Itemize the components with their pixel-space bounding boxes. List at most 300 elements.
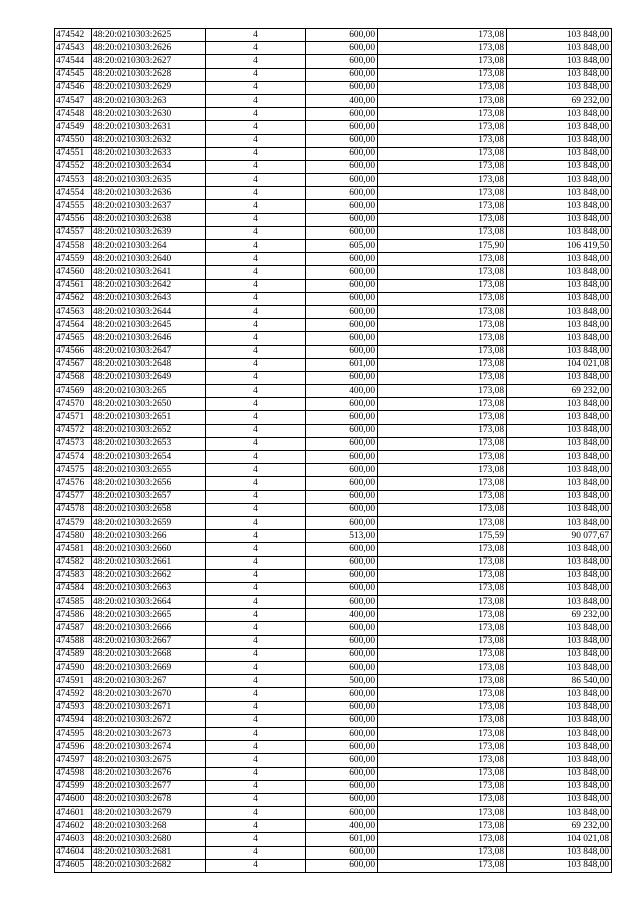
unit-price-cell: 173,08 <box>378 332 507 345</box>
category-cell: 4 <box>206 81 306 94</box>
cadastral-number-cell: 48:20:0210303:2678 <box>92 793 206 806</box>
total-value-cell: 103 848,00 <box>507 569 612 582</box>
total-value-cell: 103 848,00 <box>507 200 612 213</box>
table-row <box>55 516 612 529</box>
area-cell: 600,00 <box>306 253 378 266</box>
row-id-cell: 474598 <box>55 767 92 780</box>
total-value-cell: 103 848,00 <box>507 688 612 701</box>
table-row <box>55 464 612 477</box>
unit-price-cell: 173,08 <box>378 569 507 582</box>
row-id-cell: 474586 <box>55 609 92 622</box>
category-cell: 4 <box>206 94 306 107</box>
total-value-cell: 103 848,00 <box>507 134 612 147</box>
cadastral-number-cell: 48:20:0210303:2625 <box>92 29 206 42</box>
row-id-cell: 474573 <box>55 437 92 450</box>
row-id-cell: 474601 <box>55 807 92 820</box>
area-cell: 600,00 <box>306 411 378 424</box>
cadastral-number-cell: 48:20:0210303:2669 <box>92 662 206 675</box>
area-cell: 600,00 <box>306 345 378 358</box>
unit-price-cell: 173,08 <box>378 160 507 173</box>
row-id-cell: 474589 <box>55 648 92 661</box>
table-row <box>55 371 612 384</box>
table-row <box>55 688 612 701</box>
unit-price-cell: 173,08 <box>378 609 507 622</box>
category-cell: 4 <box>206 371 306 384</box>
table-row <box>55 319 612 332</box>
total-value-cell: 103 848,00 <box>507 648 612 661</box>
table-row <box>55 134 612 147</box>
row-id-cell: 474578 <box>55 503 92 516</box>
area-cell: 600,00 <box>306 648 378 661</box>
category-cell: 4 <box>206 767 306 780</box>
table-row <box>55 160 612 173</box>
total-value-cell: 103 848,00 <box>507 55 612 68</box>
area-cell: 600,00 <box>306 662 378 675</box>
table-row <box>55 662 612 675</box>
cadastral-number-cell: 48:20:0210303:2630 <box>92 108 206 121</box>
unit-price-cell: 173,08 <box>378 516 507 529</box>
total-value-cell: 103 848,00 <box>507 622 612 635</box>
unit-price-cell: 173,08 <box>378 279 507 292</box>
total-value-cell: 103 848,00 <box>507 701 612 714</box>
category-cell: 4 <box>206 226 306 239</box>
table-body <box>55 29 612 873</box>
row-id-cell: 474576 <box>55 477 92 490</box>
cadastral-number-cell: 48:20:0210303:2636 <box>92 187 206 200</box>
area-cell: 600,00 <box>306 516 378 529</box>
cadastral-number-cell: 48:20:0210303:2655 <box>92 464 206 477</box>
category-cell: 4 <box>206 279 306 292</box>
area-cell: 600,00 <box>306 437 378 450</box>
unit-price-cell: 173,08 <box>378 226 507 239</box>
total-value-cell: 103 848,00 <box>507 727 612 740</box>
total-value-cell: 103 848,00 <box>507 68 612 81</box>
unit-price-cell: 173,08 <box>378 662 507 675</box>
area-cell: 400,00 <box>306 94 378 107</box>
total-value-cell: 90 077,67 <box>507 530 612 543</box>
row-id-cell: 474591 <box>55 675 92 688</box>
category-cell: 4 <box>206 556 306 569</box>
table-row <box>55 859 612 872</box>
row-id-cell: 474602 <box>55 820 92 833</box>
unit-price-cell: 175,90 <box>378 240 507 253</box>
table-row <box>55 81 612 94</box>
unit-price-cell: 173,08 <box>378 437 507 450</box>
table-row <box>55 68 612 81</box>
table-row <box>55 820 612 833</box>
category-cell: 4 <box>206 609 306 622</box>
total-value-cell: 103 848,00 <box>507 582 612 595</box>
cadastral-number-cell: 48:20:0210303:2660 <box>92 543 206 556</box>
row-id-cell: 474549 <box>55 121 92 134</box>
unit-price-cell: 173,08 <box>378 859 507 872</box>
cadastral-number-cell: 48:20:0210303:2665 <box>92 609 206 622</box>
area-cell: 600,00 <box>306 187 378 200</box>
row-id-cell: 474584 <box>55 582 92 595</box>
table-row <box>55 451 612 464</box>
unit-price-cell: 173,08 <box>378 503 507 516</box>
cadastral-number-cell: 48:20:0210303:264 <box>92 240 206 253</box>
cadastral-number-cell: 48:20:0210303:268 <box>92 820 206 833</box>
unit-price-cell: 173,08 <box>378 319 507 332</box>
table-row <box>55 609 612 622</box>
area-cell: 600,00 <box>306 582 378 595</box>
cadastral-number-cell: 48:20:0210303:2651 <box>92 411 206 424</box>
table-row <box>55 833 612 846</box>
table-row <box>55 490 612 503</box>
unit-price-cell: 173,08 <box>378 253 507 266</box>
unit-price-cell: 173,08 <box>378 635 507 648</box>
cadastral-number-cell: 48:20:0210303:2637 <box>92 200 206 213</box>
category-cell: 4 <box>206 345 306 358</box>
category-cell: 4 <box>206 134 306 147</box>
total-value-cell: 103 848,00 <box>507 516 612 529</box>
unit-price-cell: 173,08 <box>378 820 507 833</box>
area-cell: 600,00 <box>306 780 378 793</box>
total-value-cell: 103 848,00 <box>507 846 612 859</box>
area-cell: 600,00 <box>306 793 378 806</box>
row-id-cell: 474579 <box>55 516 92 529</box>
cadastral-number-cell: 48:20:0210303:267 <box>92 675 206 688</box>
cadastral-number-cell: 48:20:0210303:2671 <box>92 701 206 714</box>
table-row <box>55 108 612 121</box>
category-cell: 4 <box>206 530 306 543</box>
unit-price-cell: 173,08 <box>378 754 507 767</box>
total-value-cell: 103 848,00 <box>507 437 612 450</box>
category-cell: 4 <box>206 859 306 872</box>
total-value-cell: 103 848,00 <box>507 793 612 806</box>
area-cell: 600,00 <box>306 859 378 872</box>
unit-price-cell: 173,08 <box>378 556 507 569</box>
total-value-cell: 103 848,00 <box>507 411 612 424</box>
category-cell: 4 <box>206 543 306 556</box>
cadastral-number-cell: 48:20:0210303:2652 <box>92 424 206 437</box>
category-cell: 4 <box>206 451 306 464</box>
total-value-cell: 103 848,00 <box>507 477 612 490</box>
unit-price-cell: 173,08 <box>378 266 507 279</box>
total-value-cell: 103 848,00 <box>507 345 612 358</box>
cadastral-number-cell: 48:20:0210303:2642 <box>92 279 206 292</box>
total-value-cell: 103 848,00 <box>507 451 612 464</box>
cadastral-number-cell: 48:20:0210303:2645 <box>92 319 206 332</box>
cadastral-number-cell: 48:20:0210303:2628 <box>92 68 206 81</box>
unit-price-cell: 173,08 <box>378 147 507 160</box>
table-row <box>55 477 612 490</box>
area-cell: 600,00 <box>306 398 378 411</box>
unit-price-cell: 175,59 <box>378 530 507 543</box>
cadastral-number-cell: 48:20:0210303:2631 <box>92 121 206 134</box>
category-cell: 4 <box>206 292 306 305</box>
unit-price-cell: 173,08 <box>378 780 507 793</box>
total-value-cell: 106 419,50 <box>507 240 612 253</box>
area-cell: 600,00 <box>306 543 378 556</box>
category-cell: 4 <box>206 741 306 754</box>
total-value-cell: 103 848,00 <box>507 174 612 187</box>
total-value-cell: 103 848,00 <box>507 464 612 477</box>
total-value-cell: 69 232,00 <box>507 94 612 107</box>
table-row <box>55 648 612 661</box>
category-cell: 4 <box>206 477 306 490</box>
area-cell: 600,00 <box>306 754 378 767</box>
cadastral-number-cell: 48:20:0210303:2659 <box>92 516 206 529</box>
area-cell: 600,00 <box>306 807 378 820</box>
total-value-cell: 103 848,00 <box>507 279 612 292</box>
table-row <box>55 279 612 292</box>
area-cell: 600,00 <box>306 371 378 384</box>
table-row <box>55 569 612 582</box>
row-id-cell: 474559 <box>55 253 92 266</box>
category-cell: 4 <box>206 516 306 529</box>
cadastral-number-cell: 48:20:0210303:263 <box>92 94 206 107</box>
cadastral-number-cell: 48:20:0210303:2664 <box>92 596 206 609</box>
unit-price-cell: 173,08 <box>378 701 507 714</box>
table-row <box>55 42 612 55</box>
unit-price-cell: 173,08 <box>378 675 507 688</box>
table-row <box>55 793 612 806</box>
unit-price-cell: 173,08 <box>378 688 507 701</box>
cadastral-number-cell: 48:20:0210303:266 <box>92 530 206 543</box>
total-value-cell: 103 848,00 <box>507 292 612 305</box>
row-id-cell: 474572 <box>55 424 92 437</box>
area-cell: 600,00 <box>306 688 378 701</box>
row-id-cell: 474571 <box>55 411 92 424</box>
unit-price-cell: 173,08 <box>378 94 507 107</box>
area-cell: 600,00 <box>306 200 378 213</box>
row-id-cell: 474545 <box>55 68 92 81</box>
cadastral-number-cell: 48:20:0210303:2629 <box>92 81 206 94</box>
row-id-cell: 474551 <box>55 147 92 160</box>
table-row <box>55 187 612 200</box>
unit-price-cell: 173,08 <box>378 464 507 477</box>
area-cell: 601,00 <box>306 833 378 846</box>
total-value-cell: 103 848,00 <box>507 596 612 609</box>
area-cell: 600,00 <box>306 622 378 635</box>
total-value-cell: 103 848,00 <box>507 226 612 239</box>
category-cell: 4 <box>206 582 306 595</box>
cadastral-number-cell: 48:20:0210303:2677 <box>92 780 206 793</box>
table-row <box>55 741 612 754</box>
area-cell: 600,00 <box>306 292 378 305</box>
category-cell: 4 <box>206 174 306 187</box>
cadastral-number-cell: 48:20:0210303:2663 <box>92 582 206 595</box>
cadastral-number-cell: 48:20:0210303:2662 <box>92 569 206 582</box>
table-row <box>55 582 612 595</box>
table-row <box>55 240 612 253</box>
area-cell: 600,00 <box>306 42 378 55</box>
table-row <box>55 780 612 793</box>
cadastral-number-cell: 48:20:0210303:2644 <box>92 305 206 318</box>
unit-price-cell: 173,08 <box>378 29 507 42</box>
total-value-cell: 103 848,00 <box>507 635 612 648</box>
row-id-cell: 474580 <box>55 530 92 543</box>
row-id-cell: 474546 <box>55 81 92 94</box>
category-cell: 4 <box>206 846 306 859</box>
row-id-cell: 474557 <box>55 226 92 239</box>
total-value-cell: 103 848,00 <box>507 754 612 767</box>
row-id-cell: 474583 <box>55 569 92 582</box>
unit-price-cell: 173,08 <box>378 596 507 609</box>
table-row <box>55 530 612 543</box>
area-cell: 601,00 <box>306 358 378 371</box>
row-id-cell: 474603 <box>55 833 92 846</box>
unit-price-cell: 173,08 <box>378 134 507 147</box>
total-value-cell: 103 848,00 <box>507 741 612 754</box>
unit-price-cell: 173,08 <box>378 846 507 859</box>
category-cell: 4 <box>206 569 306 582</box>
area-cell: 600,00 <box>306 569 378 582</box>
row-id-cell: 474605 <box>55 859 92 872</box>
table-row <box>55 556 612 569</box>
row-id-cell: 474588 <box>55 635 92 648</box>
cadastral-number-cell: 48:20:0210303:2654 <box>92 451 206 464</box>
total-value-cell: 103 848,00 <box>507 121 612 134</box>
table-row <box>55 635 612 648</box>
area-cell: 500,00 <box>306 675 378 688</box>
category-cell: 4 <box>206 820 306 833</box>
cadastral-number-cell: 48:20:0210303:2680 <box>92 833 206 846</box>
category-cell: 4 <box>206 253 306 266</box>
table-row <box>55 213 612 226</box>
row-id-cell: 474600 <box>55 793 92 806</box>
category-cell: 4 <box>206 266 306 279</box>
unit-price-cell: 173,08 <box>378 305 507 318</box>
row-id-cell: 474543 <box>55 42 92 55</box>
cadastral-number-cell: 48:20:0210303:2672 <box>92 714 206 727</box>
table-row <box>55 754 612 767</box>
row-id-cell: 474556 <box>55 213 92 226</box>
category-cell: 4 <box>206 833 306 846</box>
total-value-cell: 103 848,00 <box>507 81 612 94</box>
table-row <box>55 29 612 42</box>
cadastral-number-cell: 48:20:0210303:2649 <box>92 371 206 384</box>
total-value-cell: 86 540,00 <box>507 675 612 688</box>
total-value-cell: 103 848,00 <box>507 780 612 793</box>
cadastral-number-cell: 48:20:0210303:2641 <box>92 266 206 279</box>
area-cell: 600,00 <box>306 503 378 516</box>
row-id-cell: 474564 <box>55 319 92 332</box>
unit-price-cell: 173,08 <box>378 385 507 398</box>
category-cell: 4 <box>206 622 306 635</box>
row-id-cell: 474544 <box>55 55 92 68</box>
row-id-cell: 474587 <box>55 622 92 635</box>
table-row <box>55 147 612 160</box>
area-cell: 600,00 <box>306 305 378 318</box>
cadastral-number-cell: 48:20:0210303:2666 <box>92 622 206 635</box>
cadastral-number-cell: 48:20:0210303:2650 <box>92 398 206 411</box>
cadastral-number-cell: 48:20:0210303:2673 <box>92 727 206 740</box>
row-id-cell: 474594 <box>55 714 92 727</box>
category-cell: 4 <box>206 754 306 767</box>
row-id-cell: 474592 <box>55 688 92 701</box>
table-row <box>55 292 612 305</box>
area-cell: 600,00 <box>306 451 378 464</box>
unit-price-cell: 173,08 <box>378 451 507 464</box>
category-cell: 4 <box>206 398 306 411</box>
unit-price-cell: 173,08 <box>378 121 507 134</box>
total-value-cell: 69 232,00 <box>507 820 612 833</box>
unit-price-cell: 173,08 <box>378 42 507 55</box>
cadastral-number-cell: 48:20:0210303:2657 <box>92 490 206 503</box>
category-cell: 4 <box>206 662 306 675</box>
area-cell: 600,00 <box>306 81 378 94</box>
row-id-cell: 474562 <box>55 292 92 305</box>
area-cell: 600,00 <box>306 55 378 68</box>
unit-price-cell: 173,08 <box>378 200 507 213</box>
table-row <box>55 94 612 107</box>
table-row <box>55 503 612 516</box>
table-row <box>55 385 612 398</box>
unit-price-cell: 173,08 <box>378 727 507 740</box>
area-cell: 600,00 <box>306 174 378 187</box>
table-row <box>55 398 612 411</box>
unit-price-cell: 173,08 <box>378 68 507 81</box>
total-value-cell: 103 848,00 <box>507 42 612 55</box>
cadastral-number-cell: 48:20:0210303:2639 <box>92 226 206 239</box>
row-id-cell: 474590 <box>55 662 92 675</box>
unit-price-cell: 173,08 <box>378 81 507 94</box>
row-id-cell: 474552 <box>55 160 92 173</box>
area-cell: 600,00 <box>306 121 378 134</box>
unit-price-cell: 173,08 <box>378 108 507 121</box>
row-id-cell: 474560 <box>55 266 92 279</box>
area-cell: 400,00 <box>306 385 378 398</box>
category-cell: 4 <box>206 675 306 688</box>
unit-price-cell: 173,08 <box>378 411 507 424</box>
cadastral-number-cell: 48:20:0210303:2676 <box>92 767 206 780</box>
unit-price-cell: 173,08 <box>378 398 507 411</box>
table-row <box>55 596 612 609</box>
area-cell: 600,00 <box>306 477 378 490</box>
area-cell: 600,00 <box>306 279 378 292</box>
cadastral-number-cell: 48:20:0210303:2632 <box>92 134 206 147</box>
table-row <box>55 305 612 318</box>
cadastral-number-cell: 48:20:0210303:2640 <box>92 253 206 266</box>
row-id-cell: 474554 <box>55 187 92 200</box>
category-cell: 4 <box>206 240 306 253</box>
cadastral-number-cell: 48:20:0210303:2626 <box>92 42 206 55</box>
area-cell: 605,00 <box>306 240 378 253</box>
cadastral-value-table <box>54 28 612 873</box>
row-id-cell: 474567 <box>55 358 92 371</box>
cadastral-number-cell: 48:20:0210303:2658 <box>92 503 206 516</box>
category-cell: 4 <box>206 187 306 200</box>
cadastral-number-cell: 48:20:0210303:2647 <box>92 345 206 358</box>
table-row <box>55 807 612 820</box>
unit-price-cell: 173,08 <box>378 371 507 384</box>
area-cell: 600,00 <box>306 714 378 727</box>
table-row <box>55 411 612 424</box>
category-cell: 4 <box>206 319 306 332</box>
row-id-cell: 474599 <box>55 780 92 793</box>
cadastral-number-cell: 48:20:0210303:2681 <box>92 846 206 859</box>
cadastral-number-cell: 48:20:0210303:2648 <box>92 358 206 371</box>
table-row <box>55 226 612 239</box>
area-cell: 600,00 <box>306 464 378 477</box>
row-id-cell: 474550 <box>55 134 92 147</box>
category-cell: 4 <box>206 200 306 213</box>
area-cell: 600,00 <box>306 266 378 279</box>
total-value-cell: 103 848,00 <box>507 767 612 780</box>
table-row <box>55 200 612 213</box>
cadastral-number-cell: 48:20:0210303:2667 <box>92 635 206 648</box>
unit-price-cell: 173,08 <box>378 767 507 780</box>
total-value-cell: 103 848,00 <box>507 424 612 437</box>
area-cell: 513,00 <box>306 530 378 543</box>
row-id-cell: 474570 <box>55 398 92 411</box>
row-id-cell: 474597 <box>55 754 92 767</box>
row-id-cell: 474582 <box>55 556 92 569</box>
total-value-cell: 103 848,00 <box>507 503 612 516</box>
